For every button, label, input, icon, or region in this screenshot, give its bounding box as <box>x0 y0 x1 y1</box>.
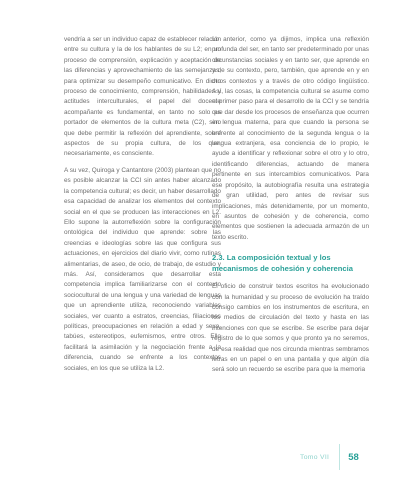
page-number: 58 <box>348 451 359 463</box>
book-title: Tomo VII <box>300 453 330 461</box>
left-text-column <box>64 35 221 374</box>
section-heading: 2.3. La composición textual y los mecanismos de cohesión y coherencia <box>212 253 353 273</box>
body-paragraph: A su vez, Quiroga y Cantantore (2003) plantean que no es posible alcanzar la CCI sin antes haber alcanzado la competencia cultural; es decir, un haber desarrollado esa capacidad de analizar los elementos del contexto social en el que se producen las interacciones en L2. Ello supone la autorreflexión sobre la configuración ontológica del individuo que aprende: sobre las creencias e ideologías sobre las que configura sus actuaciones, en ejercicios del diario vivir, como rutinas alimentarias, de aseo, de ocio, de trabajo, de estudio y más. Así, consideramos que desarrollar esta competencia implica familiarizarse con el contexto sociocultural de una lengua y una variedad de lenguas que un aprendiente utiliza, reconociendo variables sociales, ver cuanto a estratos, creencias, filiaciones políticas, preocupaciones en relación a edad y sexo, tabúes, estereotipos, eufemismos, entre otros. Ello facilitará la asimilación y la negociación frente a la diferencia, cuando se enfrente a los contextos sociales, en los que se utiliza la L2. <box>64 166 221 372</box>
body-paragraph: Lo anterior, como ya dijimos, implica una reflexión profunda del ser, en tanto ser predeterminado por unas circunstancias sociales y en tanto ser, que aprende en y de su contexto, pero, también, que aprende en y en otros contextos y a través de otro código lingüístico. Así, las cosas, la competencia cultural se asume como el primer paso para el desarrollo de la CCI y se tendría que dar desde los procesos de enseñanza que ocurren en lengua materna, para que cuando la persona se enfrente al conocimiento de la segunda lengua o la lengua extranjera, esa conciencia de lo propio, le ayude a identificar y reflexionar sobre el otro y lo otro, identificando diferencias, actuando de manera pertinente en sus intercambios comunicativos. Para ese propósito, la autobiografía resulta una estrategia de gran utilidad, pero antes de revisar sus implicaciones, más detenidamente, por un momento, en asuntos de cohesión y de coherencia, como elementos que sostienen la adecuada armazón de un texto escrito. <box>212 36 369 241</box>
body-paragraph: vendría a ser un individuo capaz de establecer relación entre su cultura y la de los hablantes de su L2; en un proceso de comprensión, explicación y aceptación de las diferencias y aprovechamiento de las semejanzas, para optimizar su desempeño comunicativo. En dicho proceso de conocimiento, comprensión, habilidades y actitudes interculturales, el papel del docente acompañante es fundamental, en tanto no solo es portador de elementos de la cultura meta (C2), sino que debe permitir la reflexión del aprendiente, sobre aspectos de su propia cultura, de los que, necesariamente, es consciente. <box>64 36 221 158</box>
body-paragraph: El oficio de construir textos escritos ha evolucionado con la humanidad y su proceso de evolución ha traído consigo cambios en los instrumentos de escritura, en los medios de circulación del texto y hasta en las intenciones con que se escribe. Se escribe para dejar registro de lo que somos y que pronto ya no seremos, de esa realidad que nos circunda mientras sembramos letras en un papel o en una pantalla y que algún día será solo un recuerdo se escribe para que la memoria <box>212 283 369 374</box>
page-footer <box>300 444 359 470</box>
footer-divider <box>339 444 340 470</box>
right-text-column <box>212 35 369 376</box>
